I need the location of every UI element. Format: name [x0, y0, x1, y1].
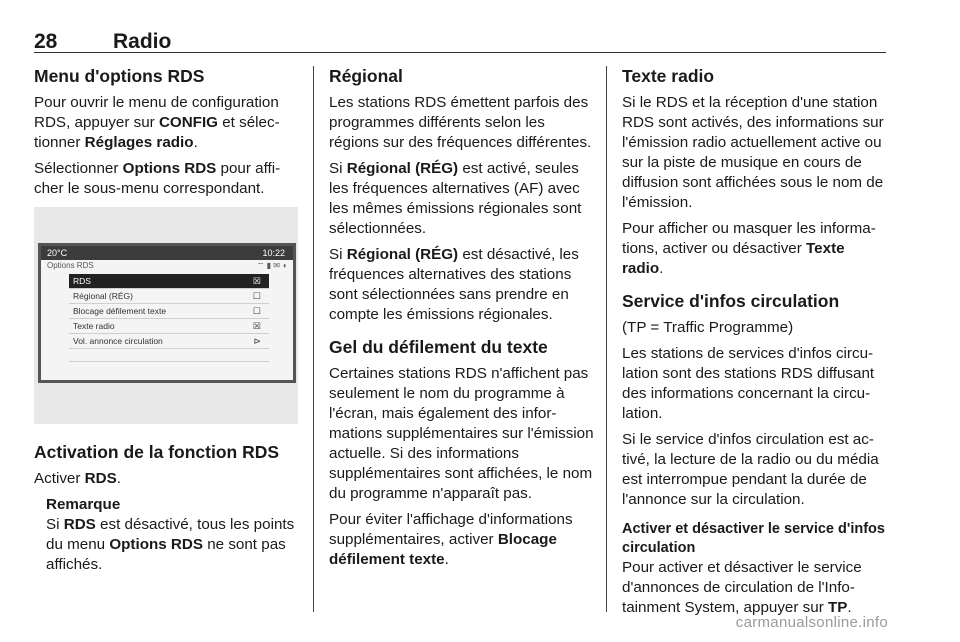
note	[46, 495, 298, 575]
menu-list	[69, 274, 269, 362]
heading-rds-options-menu: Menu d'options RDS	[34, 66, 205, 86]
section-title: Radio	[113, 30, 172, 53]
checkbox-icon: ☐	[252, 291, 261, 301]
heading-regional: Régional	[329, 66, 403, 86]
paragraph: Si Régional (RÉG) est activé, seules les fréquences alternatives (AF) avec les mêmes émissions régionales sont sélectionnées.	[329, 160, 582, 237]
checkbox-icon: ☒	[252, 276, 261, 286]
menu-item-radio-text[interactable]: Texte radio ☒	[69, 319, 269, 334]
heading-text-scroll-freeze: Gel du défilement du texte	[329, 337, 548, 357]
paragraph: Si le service d'infos circulation est activé, la lecture de la radio ou du média est interrompue pendant la durée de l'annonce sur la circulation.	[622, 431, 879, 508]
note-title: Remarque	[46, 496, 121, 513]
heading-rds-activation: Activation de la fonction RDS	[34, 442, 280, 462]
menu-title: Options RDS ⌔ ▮ ✉ ◖	[47, 261, 287, 270]
paragraph: Pour activer et désactiver le service d'annonces de circulation de l'Infotainment System, appuyer sur TP.	[622, 559, 862, 616]
status-bar	[41, 246, 293, 260]
status-icons: ⌔ ▮ ✉ ◖	[256, 261, 287, 270]
page-number: 28	[34, 30, 58, 53]
column-divider	[313, 66, 314, 612]
temperature: 20°C	[47, 248, 68, 258]
menu-item-rds[interactable]: RDS ☒	[69, 274, 269, 289]
heading-traffic-info-service: Service d'infos circulation	[622, 291, 840, 311]
column-2	[329, 66, 594, 576]
paragraph: (TP = Traffic Programme)	[622, 319, 794, 336]
page-header	[34, 30, 886, 53]
column-1	[34, 66, 298, 575]
paragraph: Pour éviter l'affichage d'informations supplémentaires, activer Blocage défilement texte.	[329, 511, 573, 568]
column-divider	[606, 66, 607, 612]
watermark: carmanualsonline.info	[735, 614, 888, 631]
paragraph: Certaines stations RDS n'affichent pas seulement le nom du programme à l'écran, mais également des informations supplémentaires sur l'émission actuelle. Si des informations supplémentaires sont affichées, le nom du programme n'apparaît pas.	[329, 365, 594, 502]
menu-item-regional[interactable]: Régional (RÉG) ☐	[69, 289, 269, 304]
paragraph: Activer RDS.	[34, 470, 121, 487]
rds-options-screenshot	[34, 207, 298, 424]
paragraph: Les stations RDS émettent parfois des programmes différents selon les régions sur des fréquences différentes.	[329, 94, 592, 151]
subheading-toggle-traffic-info: Activer et désactiver le service d'infos circulation	[622, 521, 885, 556]
paragraph: Les stations de services d'infos circulation sont des stations RDS diffusant des informations concernant la circulation.	[622, 345, 875, 422]
heading-radio-text: Texte radio	[622, 66, 715, 86]
menu-item-ta-volume[interactable]: Vol. annonce circulation ⊳	[69, 334, 269, 349]
menu-item-text-scroll-freeze[interactable]: Blocage défilement texte ☐	[69, 304, 269, 319]
note-text: Si RDS est désactivé, tous les points du menu Options RDS ne sont pas affichés.	[46, 516, 295, 573]
chevron-right-icon: ⊳	[253, 336, 261, 346]
paragraph: Si Régional (RÉG) est désactivé, les fréquences alternatives des stations sont sélectionnées sans prendre en compte les émissions régionales.	[329, 246, 579, 323]
clock: 10:22	[262, 248, 285, 258]
paragraph: Sélectionner Options RDS pour afficher le sous-menu correspondant.	[34, 160, 281, 197]
checkbox-icon: ☐	[252, 306, 261, 316]
paragraph: Pour ouvrir le menu de configuration RDS, appuyer sur CONFIG et sélectionner Réglages radio.	[34, 94, 280, 151]
menu-item-empty	[69, 349, 269, 362]
infotainment-display	[38, 243, 296, 383]
paragraph: Si le RDS et la réception d'une station RDS sont activés, des informations sur l'émission radio actuellement active ou sur la piste de musique en cours de diffusion sont affichées sous le nom de l'émission.	[622, 94, 884, 211]
paragraph: Pour afficher ou masquer les informations, activer ou désactiver Texte radio.	[622, 220, 876, 277]
column-3	[622, 66, 888, 624]
checkbox-icon: ☒	[252, 321, 261, 331]
